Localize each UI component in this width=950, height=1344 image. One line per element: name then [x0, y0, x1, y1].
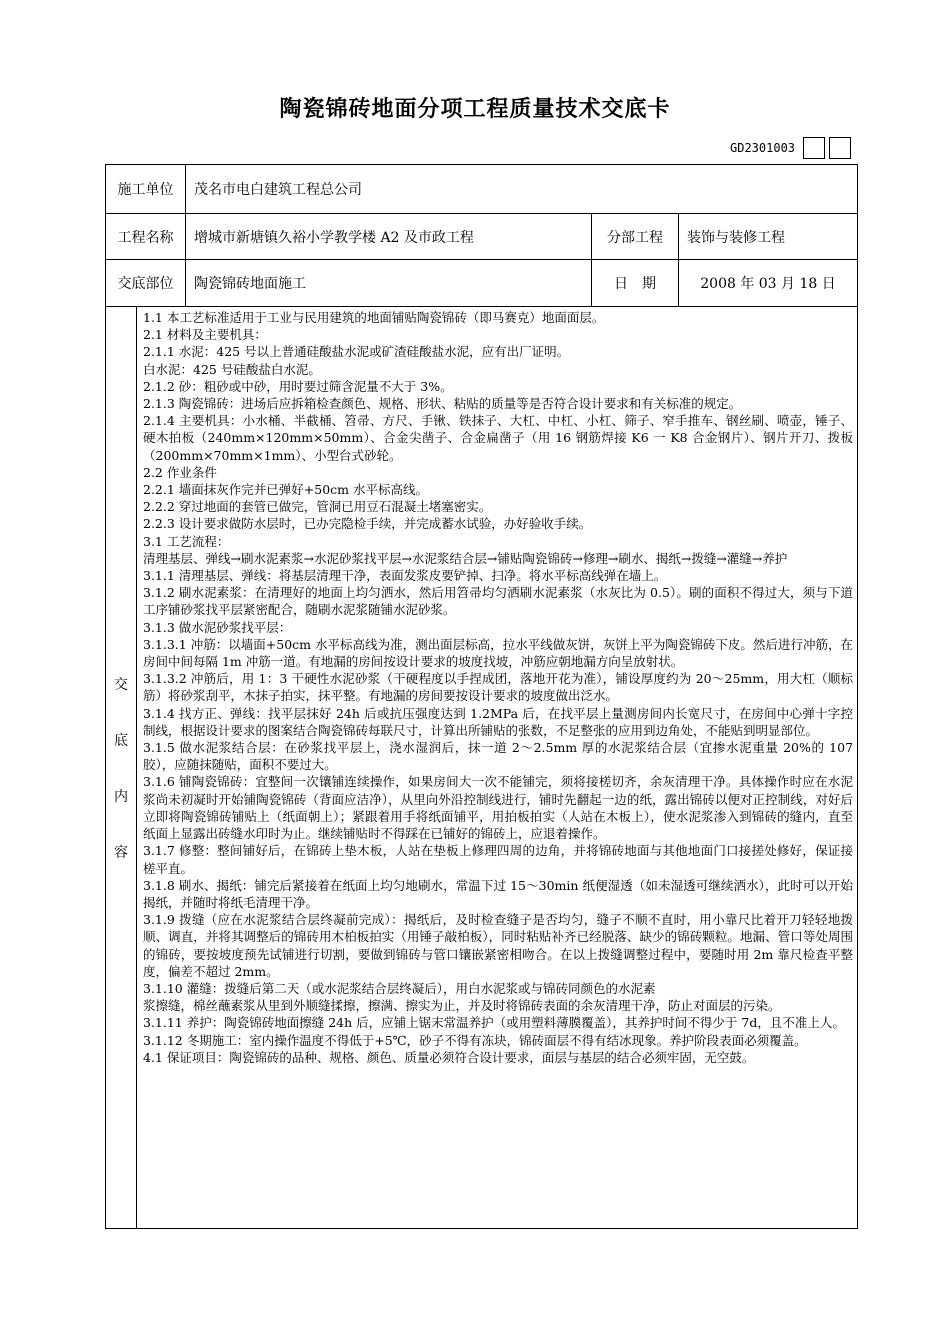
content-paragraph: 2.1.1 水泥：425 号以上普通硅酸盐水泥或矿渣硅酸盐水泥，应有出厂证明。 [143, 344, 570, 360]
content-paragraph: 2.1.4 主要机具：小水桶、半截桶、笤帚、方尺、手锹、铁抹子、大杠、中杠、小杠、筛子、窄手推车、钢丝刷、喷壶，锤子、硬木拍板（240mm×120mm×50mm）、合金尖凿子、合金扁凿子（用 16 钢筋焊接 K6 一 K8 合金钢片）、钢片开刀、拨板（200mm×70mm×1mm）、小型台式砂轮。 [143, 413, 854, 463]
content-paragraph: 浆擦缝，棉丝蘸素浆从里到外顺缝揉擦，擦满、擦实为止，并及时将锦砖表面的余灰清理干净，防止对面层的污染。 [143, 998, 781, 1014]
page-title: 陶瓷锦砖地面分项工程质量技术交底卡 [279, 96, 671, 122]
document-code [730, 136, 851, 160]
document-code-text: GD2301003 [730, 141, 796, 155]
content-paragraph: 2.2.2 穿过地面的套管已做完，管洞已用豆石混凝土堵塞密实。 [143, 499, 492, 515]
date-value: 2008 年 03 月 18 日 [679, 260, 858, 307]
content-paragraph: 3.1.2 刷水泥素浆：在清理好的地面上均匀洒水，然后用笤帚均匀洒刷水泥素浆（水灰比为 0.5）。刷的面积不得过大，须与下道工序铺砂浆找平层紧密配合，随刷水泥浆随铺水泥砂浆。 [143, 585, 854, 618]
part-value: 陶瓷锦砖地面施工 [186, 260, 592, 307]
code-checkbox-2 [829, 137, 851, 159]
content-paragraph: 3.1.3.2 冲筋后，用 1：3 干硬性水泥砂浆（干硬程度以手捏成团，落地开花为准），铺设厚度约为 20～25mm，用大杠（顺标筋）将砂浆刮平，木抹子拍实，抹平整。有地漏的房间要按设计要求的坡度做出泛水。 [143, 671, 854, 704]
content-paragraph: 3.1.10 灌缝：拨缝后第二天（或水泥浆结合层终凝后），用白水泥浆或与锦砖同颜色的水泥素 [143, 980, 656, 996]
content-paragraph: 3.1.7 修整：整间铺好后，在锦砖上垫木板，人站在垫板上修理四周的边角，并将锦砖地面与其他地面门口接搓处修好，保证接槎平直。 [143, 843, 854, 876]
content-row-cell [106, 307, 858, 1229]
side-char: 内 [114, 788, 128, 805]
content-paragraph: 3.1.5 做水泥浆结合层：在砂浆找平层上，浇水湿润后，抹一道 2～2.5mm 厚的水泥浆结合层（宜掺水泥重量 20%的 107 胶），应随抹随贴，面积不要过大。 [143, 740, 854, 773]
content-paragraph: 3.1.3.1 冲筋：以墙面+50cm 水平标高线为准，测出面层标高，拉水平线做灰饼，灰饼上平为陶瓷锦砖下皮。然后进行冲筋，在房间中间每隔 1m 冲筋一道。有地漏的房间按设计要求的坡度找坡，冲筋应朝地漏方向呈放射状。 [143, 636, 854, 670]
date-label: 日 期 [592, 260, 679, 307]
part-label: 交底部位 [106, 260, 186, 307]
side-char: 容 [114, 844, 128, 861]
content-paragraph: 3.1 工艺流程： [143, 533, 230, 549]
content-body [137, 307, 857, 1230]
content-side-label [106, 307, 137, 1228]
content-paragraph: 2.2.1 墙面抹灰作完并已弹好+50cm 水平标高线。 [143, 482, 428, 498]
sub-value: 装饰与装修工程 [679, 214, 858, 260]
row-unit [106, 165, 858, 214]
unit-label: 施工单位 [106, 165, 186, 214]
row-content [106, 307, 858, 1229]
content-paragraph: 2.1 材料及主要机具： [143, 327, 267, 343]
project-value: 增城市新塘镇久裕小学教学楼 A2 及市政工程 [186, 214, 592, 260]
project-label: 工程名称 [106, 214, 186, 260]
content-paragraph: 4.1 保证项目：陶瓷锦砖的品种、规格、颜色、质量必须符合设计要求，面层与基层的结合必须牢固，无空鼓。 [143, 1049, 755, 1065]
sub-label: 分部工程 [592, 214, 679, 260]
code-checkbox-1 [803, 137, 825, 159]
content-paragraph: 1.1 本工艺标准适用于工业与民用建筑的地面铺贴陶瓷锦砖（即马赛克）地面面层。 [143, 310, 605, 325]
side-char: 交 [114, 676, 128, 693]
content-paragraph: 3.1.11 养护：陶瓷锦砖地面擦缝 24h 后，应铺上锯末常温养护（或用塑料薄膜覆盖），其养护时间不得少于 7d，且不准上人。 [143, 1015, 845, 1031]
content-paragraph: 白水泥：425 号硅酸盐白水泥。 [143, 361, 321, 377]
content-paragraph: 3.1.1 清理基层、弹线：将基层清理干净，表面发浆皮要铲掉、扫净。将水平标高线弹在墙上。 [143, 568, 667, 584]
content-paragraph: 2.1.3 陶瓷锦砖：进场后应拆箱检查颜色、规格、形状、粘贴的质量等是否符合设计要求和有关标准的规定。 [143, 396, 742, 412]
content-paragraph: 3.1.3 做水泥砂浆找平层： [143, 619, 292, 635]
row-part [106, 260, 858, 307]
content-paragraph: 3.1.12 冬期施工：室内操作温度不得低于+5℃，砂子不得有冻块，锦砖面层不得有结冰现象。养护阶段表面必须覆盖。 [143, 1032, 807, 1048]
content-paragraph: 2.1.2 砂：粗砂或中砂，用时要过筛含泥量不大于 3%。 [143, 378, 453, 394]
side-char: 底 [114, 732, 128, 749]
content-paragraph: 清理基层、弹线→刷水泥素浆→水泥砂浆找平层→水泥浆结合层→铺贴陶瓷锦砖→修理→刷水、揭纸→拨缝→灌缝→养护 [143, 550, 788, 566]
content-paragraph: 3.1.9 拨缝（应在水泥浆结合层终凝前完成）：揭纸后，及时检查缝子是否均匀，缝子不顺不直时，用小靠尺比着开刀轻轻地拨顺、调直，并将其调整后的锦砖用木柏板拍实（用锤子敲柏板），同时粘贴补齐已经脱落、缺少的锦砖颗粒。地漏、管口等处周围的锦砖，要按坡度预先试铺进行切割，要做到锦砖与管口镶嵌紧密相吻合。在以上拨缝调整过程中，要随时用 2m 靠尺检查平整度，偏差不超过 2mm。 [143, 912, 854, 979]
content-paragraph: 3.1.4 找方正、弹线：找平层抹好 24h 后或抗压强度达到 1.2MPa 后，在找平层上量测房间内长宽尺寸，在房间中心弹十字控制线，根据设计要求的图案结合陶瓷锦砖每联尺寸，计算出所铺贴的张数，不足整张的应用到边角处，不能贴到明显部位。 [143, 705, 854, 738]
content-paragraph: 3.1.6 铺陶瓷锦砖：宜整间一次镶铺连续操作，如果房间大一次不能铺完，须将接槎切齐，余灰清理干净。具体操作时应在水泥浆尚未初凝时开始铺陶瓷锦砖（背面应洁净），从里向外沿控制线进行，铺时先翻起一边的纸，露出锦砖以便对正控制线，对好后立即将陶瓷锦砖铺贴上（纸面朝上）；紧跟着用手将纸面铺平，用拍板拍实（人站在木板上），使水泥浆渗入到锦砖的缝内，直至纸面上显露出砖缝水印时为止。继续铺贴时不得踩在已铺好的锦砖上，应退着操作。 [143, 774, 854, 842]
disclosure-table [105, 164, 858, 1229]
content-paragraph: 3.1.8 刷水、揭纸：铺完后紧接着在纸面上均匀地刷水，常温下过 15～30min 纸便湿透（如未湿透可继续洒水），此时可以开始揭纸，并随时将纸毛清理干净。 [143, 877, 854, 910]
content-paragraph: 2.2 作业条件 [143, 464, 217, 480]
unit-value: 茂名市电白建筑工程总公司 [186, 165, 858, 214]
row-project [106, 214, 858, 260]
content-paragraph: 2.2.3 设计要求做防水层时，已办完隐检手续，并完成蓄水试验，办好验收手续。 [143, 516, 592, 532]
